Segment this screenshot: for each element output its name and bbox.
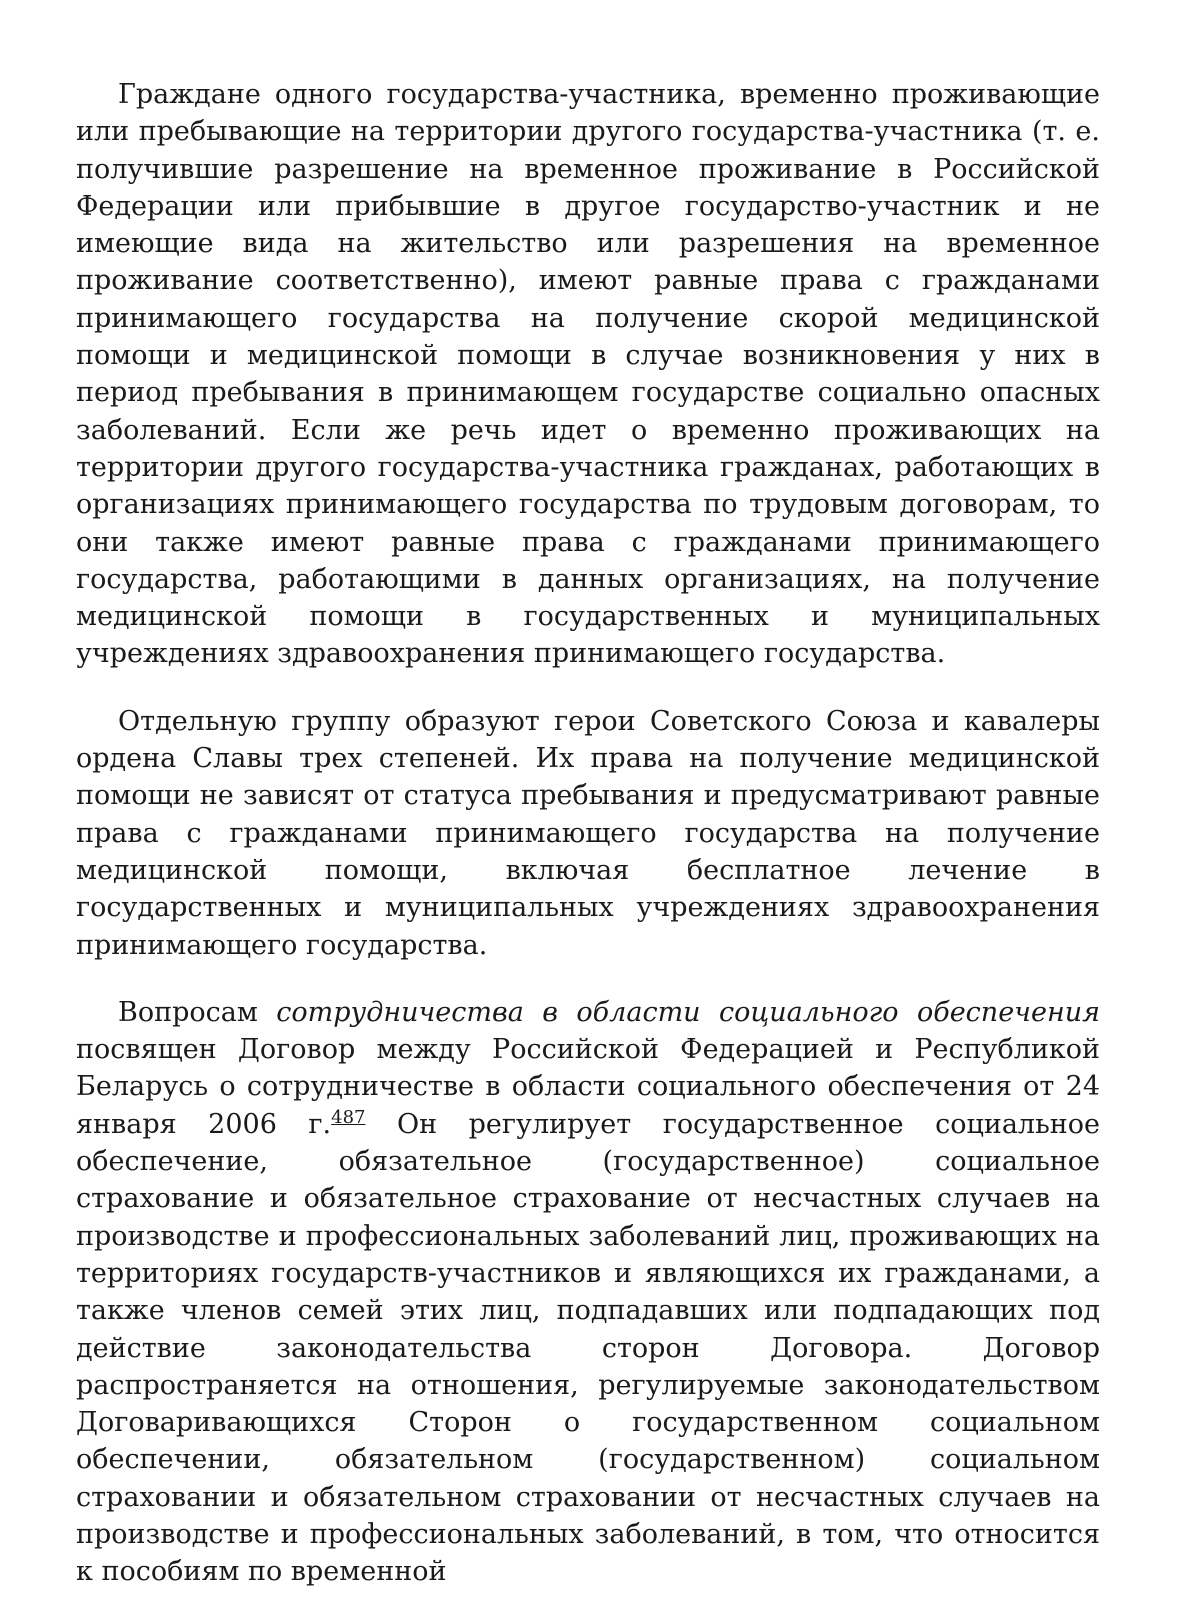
emphasized-topic: сотрудничества в области социального обеспечения: [276, 996, 1100, 1028]
paragraph-heroes-soviet-union: Отдельную группу образуют герои Советского Союза и кавалеры ордена Славы трех степеней. Их права на получение медицинской помощи не зависят от статуса пребывания и предусматривают равные права с гражданами принимающего государства на получение медицинской помощи, включая бесплатное лечение в государственных и муниципальных учреждениях здравоохранения принимающего государства.: [76, 705, 1100, 961]
paragraph-mid-text: посвящен Договор между Российской Федерацией и Республикой Беларусь о сотрудничестве в области социального обеспечения от 24 января 2006 г.: [76, 1034, 1100, 1140]
footnote-reference-link[interactable]: 487: [331, 1106, 366, 1128]
paragraph-foreign-citizens-medical-rights: Граждане одного государства-участника, временно проживающие или пребывающие на территории другого государства-участника (т. е. получившие разрешение на временное проживание в Российской Федерации или прибывшие в другое государство-участник и не имеющие вида на жительство или разрешения на временное проживание соответственно), имеют равные права с гражданами принимающего государства на получение скорой медицинской помощи и медицинской помощи в случае возникновения у них в период пребывания в принимающем государстве социально опасных заболеваний. Если же речь идет о временно проживающих на территории другого государства-участника гражданах, работающих в организациях принимающего государства по трудовым договорам, то они также имеют равные права с гражданами принимающего государства, работающими в данных организациях, на получение медицинской помощи в государственных и муниципальных учреждениях здравоохранения принимающего государства.: [76, 79, 1100, 670]
paragraph-tail-text: Он регулирует государственное социальное обеспечение, обязательное (государственное) социальное страхование и обязательное страхование от несчастных случаев на производстве и профессиональных заболеваний лиц, проживающих на территориях государств-участников и являющихся их гражданами, а также членов семей этих лиц, подпадавших или подпадающих под действие законодательства сторон Договора. Договор распространяется на отношения, регулируемые законодательством Договаривающихся Сторон о государственном социальном обеспечении, обязательном (государственном) социальном страховании и обязательном страховании от несчастных случаев на производстве и профессиональных заболеваний, в том, что относится к пособиям по временной: [76, 1108, 1101, 1588]
paragraph-lead-text: Вопросам: [118, 996, 277, 1028]
paragraph-social-security-treaty: [76, 994, 1100, 1591]
document-page: [76, 76, 1100, 1591]
